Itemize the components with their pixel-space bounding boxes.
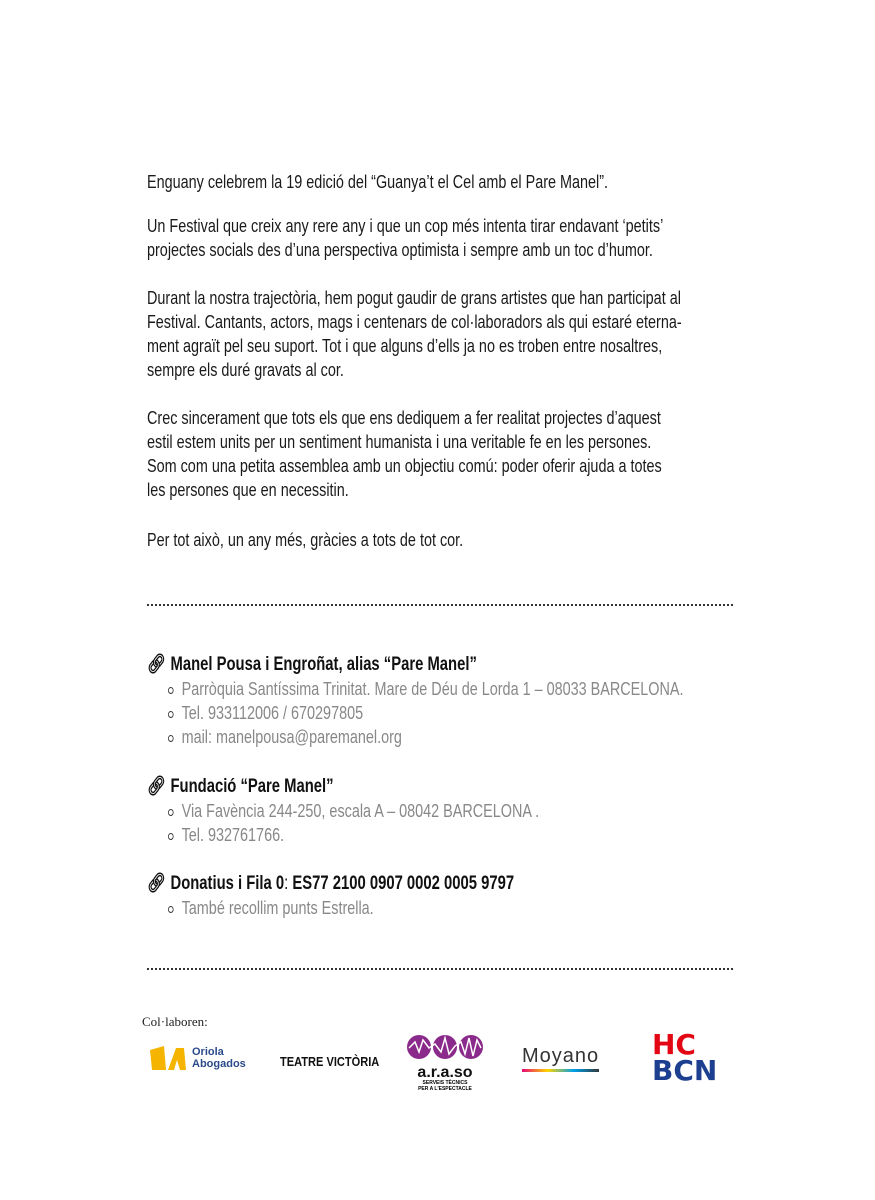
contact-item (168, 725, 402, 749)
contact-heading (147, 775, 334, 799)
logo-moyano (522, 1045, 599, 1072)
dotted-divider (147, 604, 733, 606)
logo-text: Oriola (192, 1046, 224, 1058)
contact-item-text: Tel. 932761766. (181, 825, 285, 845)
contact-title: Manel Pousa i Engroñat, alias “Pare Manel” (170, 654, 477, 675)
contact-item-text: Parròquia Santíssima Trinitat. Mare de Déu de Lorda 1 – 08033 BARCELONA. (181, 679, 684, 699)
body-text-line: Festival. Cantants, actors, mags i centenars de col·laboradors als qui estaré eterna- (147, 312, 682, 332)
body-text-line: projectes socials des d’una perspectiva optimista i sempre amb un toc d’humor. (147, 240, 653, 260)
contact-item (168, 823, 284, 847)
logo-teatre-victoria: TEATRE VICTÒRIA (280, 1054, 380, 1069)
link-icon: 🔗︎ (147, 776, 166, 797)
logo-text: Abogados (192, 1058, 246, 1070)
contact-item-text[interactable]: mail: manelpousa@paremanel.org (181, 727, 402, 747)
logo-text: Moyano (522, 1045, 599, 1072)
link-icon: 🔗︎ (147, 873, 166, 894)
logo-text: a.r.a.so (417, 1064, 473, 1081)
bullet-icon (168, 735, 174, 742)
bullet-icon (168, 833, 174, 840)
body-text-line: Som com una petita assemblea amb un objectiu comú: poder oferir ajuda a totes (147, 456, 662, 476)
body-text-line: ment agraït pel seu suport. Tot i que alguns d’ells ja no es troben entre nosaltres, (147, 336, 663, 356)
collaborators-label: Col·laboren: (142, 1014, 208, 1029)
contact-title: Fundació “Pare Manel” (170, 776, 334, 797)
contact-item-text: Tel. 933112006 / 670297805 (181, 703, 364, 723)
iban: ES77 2100 0907 0002 0005 9797 (292, 873, 515, 894)
contact-heading (147, 653, 477, 677)
bullet-icon (168, 906, 174, 913)
body-text-line: Un Festival que creix any rere any i que un cop més intenta tirar endavant ‘petits’ (147, 216, 664, 236)
body-text-line: Crec sincerament que tots els que ens dediquem a fer realitat projectes d’aquest (147, 408, 661, 428)
logo-araso (407, 1034, 483, 1092)
contact-item (168, 896, 374, 920)
link-icon: 🔗︎ (147, 654, 166, 675)
contact-item-text: També recollim punts Estrella. (181, 898, 374, 918)
body-text-line: Per tot això, un any més, gràcies a tots de tot cor. (147, 530, 464, 550)
bullet-icon (168, 809, 174, 816)
body-text-line: Enguany celebrem la 19 edició del “Guanya’t el Cel amb el Pare Manel”. (147, 172, 609, 192)
contact-item (168, 799, 539, 823)
logo-text: HC (652, 1028, 696, 1061)
body-text-line: Durant la nostra trajectòria, hem pogut gaudir de grans artistes que han participat al (147, 288, 681, 308)
contact-item (168, 677, 683, 701)
logo-hc-bcn (652, 1028, 718, 1087)
separator: : (284, 873, 293, 894)
logo-oriola-abogados (150, 1046, 246, 1075)
bullet-icon (168, 687, 174, 694)
contact-heading (147, 872, 514, 896)
logo-text: PER A L'ESPECTACLE (418, 1086, 472, 1092)
contact-title: Donatius i Fila 0 (170, 873, 285, 894)
dotted-divider (147, 968, 733, 970)
logo-text: SERVEIS TÈCNICS (422, 1080, 468, 1086)
contact-item (168, 701, 363, 725)
bullet-icon (168, 711, 174, 718)
contact-item-text: Via Favència 244-250, escala A – 08042 BARCELONA . (181, 801, 540, 821)
body-text-line: sempre els duré gravats al cor. (147, 360, 344, 380)
body-text-line: estil estem units per un sentiment humanista i una veritable fe en les persones. (147, 432, 652, 452)
logo-text: BCN (652, 1054, 718, 1087)
body-text-line: les persones que en necessitin. (147, 480, 349, 500)
